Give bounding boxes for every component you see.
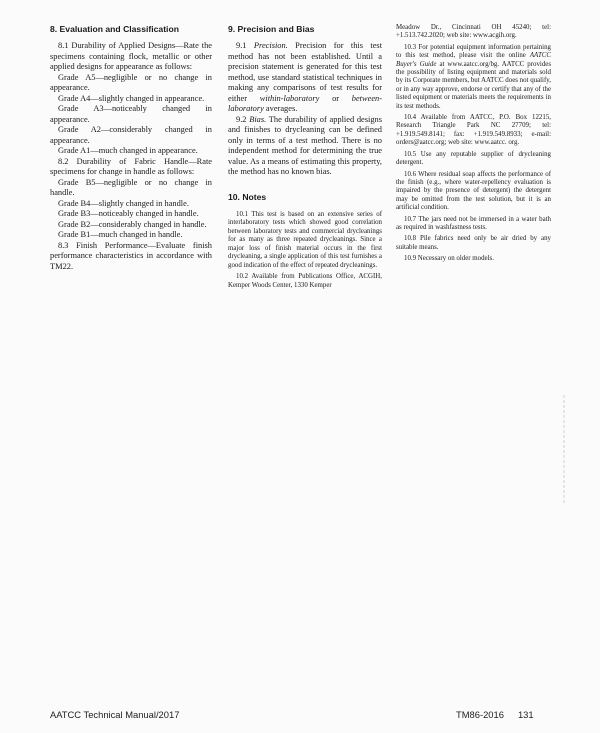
paragraph-9-1-end: averages. — [265, 104, 298, 113]
note-10-3-text-a: 10.3 For potential equipment information pertaining to this test method, please visit the online — [396, 43, 551, 60]
between-laboratory-term: between-laboratory — [228, 93, 383, 113]
section-9-heading: 9. Precision and Bias — [228, 24, 315, 34]
footer-manual-title: AATCC Technical Manual/2017 — [50, 709, 180, 720]
buyers-guide-title: AATCC Buyer's Guide — [396, 52, 551, 68]
grade-b1: Grade B1—much changed in handle. — [58, 230, 183, 239]
grade-b2: Grade B2—considerably changed in handle. — [58, 219, 207, 229]
faint-edge-mark — [563, 395, 565, 505]
section-8-heading: 8. Evaluation and Classification — [50, 24, 179, 34]
paragraph-9-2-number: 9.2 — [236, 114, 247, 124]
paragraph-9-1-text: Precision for this test method has not been established. Until a precision statement is generated for this test method, use standard statistical techniques in making any comparisons of test results for either — [228, 41, 383, 103]
grade-b4: Grade B4—slightly changed in handle. — [58, 198, 189, 208]
note-10-8: 10.8 Pile fabrics need only be air dried by any suitable means. — [396, 235, 551, 251]
note-10-6: 10.6 Where residual soap affects the performance of the finish (e.g., where water-repellency evaluation is impaired by the presence of detergent) the detergent may be omitted from the test solution, but it is an artificial condition. — [396, 170, 551, 212]
grade-a2: Grade A2—considerably changed in appearance. — [50, 125, 212, 145]
column-left — [50, 24, 212, 272]
note-10-5: 10.5 Use any reputable supplier of drycleaning detergent. — [396, 150, 551, 167]
grade-a1: Grade A1—much changed in appearance. — [58, 146, 198, 155]
paragraph-9-1 — [228, 41, 382, 115]
footer-right — [456, 709, 548, 720]
footer-page-number: 131 — [517, 709, 534, 720]
section-10-heading: 10. Notes — [228, 191, 267, 202]
grade-a4: Grade A4—slightly changed in appearance. — [58, 93, 205, 103]
grade-b5: Grade B5—negligible or no change in handle. — [50, 177, 212, 197]
note-10-9: 10.9 Necessary on older models. — [404, 255, 494, 263]
note-10-1: 10.1 This test is based on an extensive series of interlaboratory tests which showed good correlation between laboratory tests and commercial drycleanings for as many as three repeated drycleanings. Since a major loss of finish material occurs in the first drycleaning, a single application of this test furnishes a good indication of the effect of repeated drycleanings. — [228, 210, 382, 269]
paragraph-8-3: 8.3 Finish Performance—Evaluate finish performance characteristics in accordance with TM22. — [50, 240, 212, 271]
note-10-4: 10.4 Available from AATCC, P.O. Box 12215, Research Triangle Park NC 27709; tel: +1.919.549.8141; fax: +1.919.549.8933; e-mail: orders@aatcc.org; web site: www.aatcc. org. — [396, 114, 551, 147]
note-10-3-text-b: at www.aatcc.org/bg. AATCC provides the possibility of listing equipment and materials sold by its Corporate members, but AATCC does not qualify, or in any way approve, endorse or certify that any of the listed equipment or materials meets the requirements in its test methods. — [396, 60, 552, 110]
paragraph-9-2 — [228, 115, 382, 178]
paragraph-8-1: 8.1 Durability of Applied Designs—Rate the specimens containing flock, metallic or other applied designs for appearance as follows: — [50, 41, 212, 71]
paragraph-8-2: 8.2 Durability of Fabric Handle—Rate specimens for change in handle as follows: — [50, 156, 212, 176]
grade-a3: Grade A3—noticeably changed in appearance. — [50, 104, 212, 124]
note-10-3 — [396, 44, 551, 111]
column-middle — [228, 24, 382, 293]
paragraph-9-1-number: 9.1 — [236, 41, 247, 50]
grade-a5: Grade A5—negligible or no change in appearance. — [50, 72, 212, 92]
note-10-2: 10.2 Available from Publications Office, ACGIH, Kemper Woods Center, 1330 Kemper — [228, 273, 382, 289]
within-laboratory-term: within-laboratory — [259, 93, 320, 103]
grade-b3: Grade B3—noticeably changed in handle. — [58, 209, 199, 218]
note-10-2-continued: Meadow Dr., Cincinnati OH 45240; tel: +1.513.742.2020; web site: www.acgih.org. — [396, 24, 551, 40]
paragraph-9-1-or: or — [332, 93, 340, 103]
paragraph-9-2-text: The durability of applied designs and finishes to drycleaning can be defined only in terms of a test method. There is no independent method for determining the true value. As a means of estimating this property, the method has no known bias. — [228, 114, 382, 176]
column-right — [396, 24, 551, 267]
note-10-7: 10.7 The jars need not be immersed in a water bath as required in washfastness tests. — [396, 215, 551, 231]
paragraph-9-1-title: Precision. — [253, 41, 288, 50]
paragraph-9-2-title: Bias. — [249, 114, 267, 124]
footer-method-number: TM86-2016 — [456, 709, 504, 720]
